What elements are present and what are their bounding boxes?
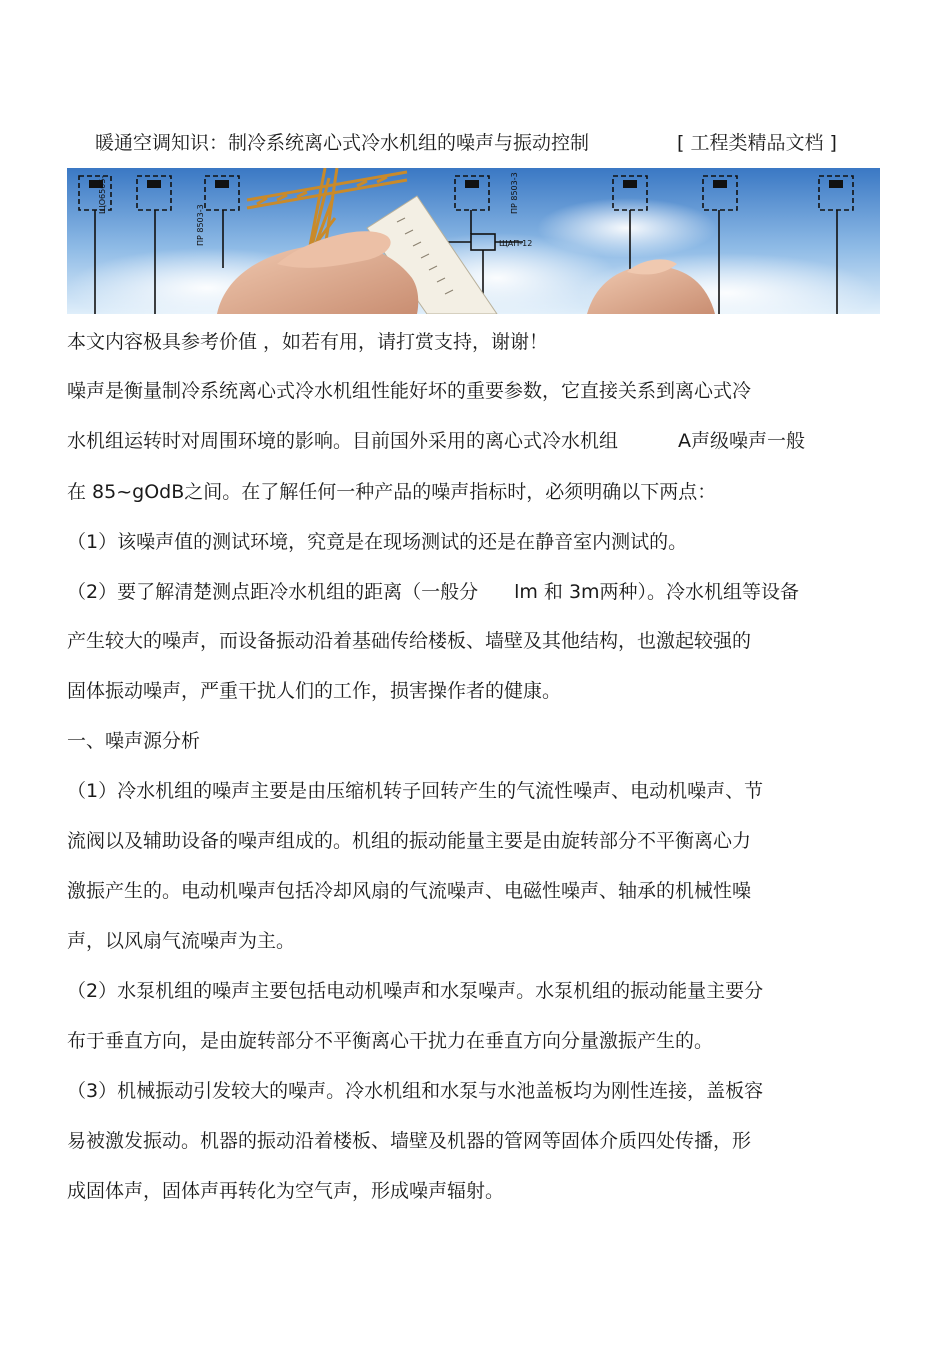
paragraph-line: 产生较大的噪声，而设备振动沿着基础传给楼板、墙壁及其他结构，也激起较强的 bbox=[67, 630, 752, 652]
list-item-line bbox=[67, 577, 877, 607]
document-title: 暖通空调知识：制冷系统离心式冷水机组的噪声与振动控制 bbox=[95, 132, 590, 154]
paragraph-line: 流阀以及辅助设备的噪声组成的。机组的振动能量主要是由旋转部分不平衡离心力 bbox=[67, 830, 752, 852]
paragraph-text: lm 和 3m两种）。冷水机组等设备 bbox=[514, 581, 800, 603]
paragraph-line: 布于垂直方向，是由旋转部分不平衡离心干扰力在垂直方向分量激振产生的。 bbox=[67, 1030, 714, 1052]
list-item-line: （1）冷水机组的噪声主要是由压缩机转子回转产生的气流性噪声、电动机噪声、节 bbox=[67, 780, 764, 802]
list-item-line: （3）机械振动引发较大的噪声。冷水机组和水泵与水池盖板均为刚性连接，盖板容 bbox=[67, 1080, 764, 1102]
paragraph-line: 激振产生的。电动机噪声包括冷却风扇的气流噪声、电磁性噪声、轴承的机械性噪 bbox=[67, 880, 752, 902]
banner-panel-label: ЩО6505- bbox=[98, 175, 107, 214]
document-category-tag: [ 工程类精品文档 ] bbox=[677, 132, 837, 154]
intro-line: 本文内容极具参考价值 ，如若有用，请打赏支持，谢谢！ bbox=[67, 331, 549, 353]
paragraph-line: 噪声是衡量制冷系统离心式冷水机组性能好坏的重要参数，它直接关系到离心式冷 bbox=[67, 380, 752, 402]
banner-illustration bbox=[67, 168, 880, 314]
paragraph-text: 水机组运转时对周围环境的影响。目前国外采用的离心式冷水机组 bbox=[67, 430, 619, 452]
document-title-line bbox=[95, 128, 875, 158]
paragraph-text: A声级噪声一般 bbox=[678, 430, 806, 452]
banner-panel-label: ПР 8503-3 bbox=[196, 204, 205, 246]
paragraph-line: 声，以风扇气流噪声为主。 bbox=[67, 930, 296, 952]
list-item-line: （2）水泵机组的噪声主要包括电动机噪声和水泵噪声。水泵机组的振动能量主要分 bbox=[67, 980, 764, 1002]
list-item-line: （1）该噪声值的测试环境，究竟是在现场测试的还是在静音室内测试的。 bbox=[67, 531, 688, 553]
banner-panel-label: ПР 8503-3 bbox=[510, 172, 519, 214]
paragraph-line: 固体振动噪声，严重干扰人们的工作，损害操作者的健康。 bbox=[67, 680, 562, 702]
paragraph-text: （2）要了解清楚测点距冷水机组的距离（一般分 bbox=[67, 581, 479, 603]
banner-panel-label: ЩАП-12 bbox=[499, 239, 533, 248]
paragraph-line: 成固体声，固体声再转化为空气声，形成噪声辐射。 bbox=[67, 1180, 505, 1202]
paragraph-line: 易被激发振动。机器的振动沿着楼板、墙壁及机器的管网等固体介质四处传播，形 bbox=[67, 1130, 752, 1152]
header-banner-image bbox=[67, 168, 880, 314]
section-heading: 一、噪声源分析 bbox=[67, 730, 201, 752]
paragraph-line bbox=[67, 426, 877, 456]
paragraph-line: 在 85~gOdB之间。在了解任何一种产品的噪声指标时，必须明确以下两点： bbox=[67, 481, 717, 503]
